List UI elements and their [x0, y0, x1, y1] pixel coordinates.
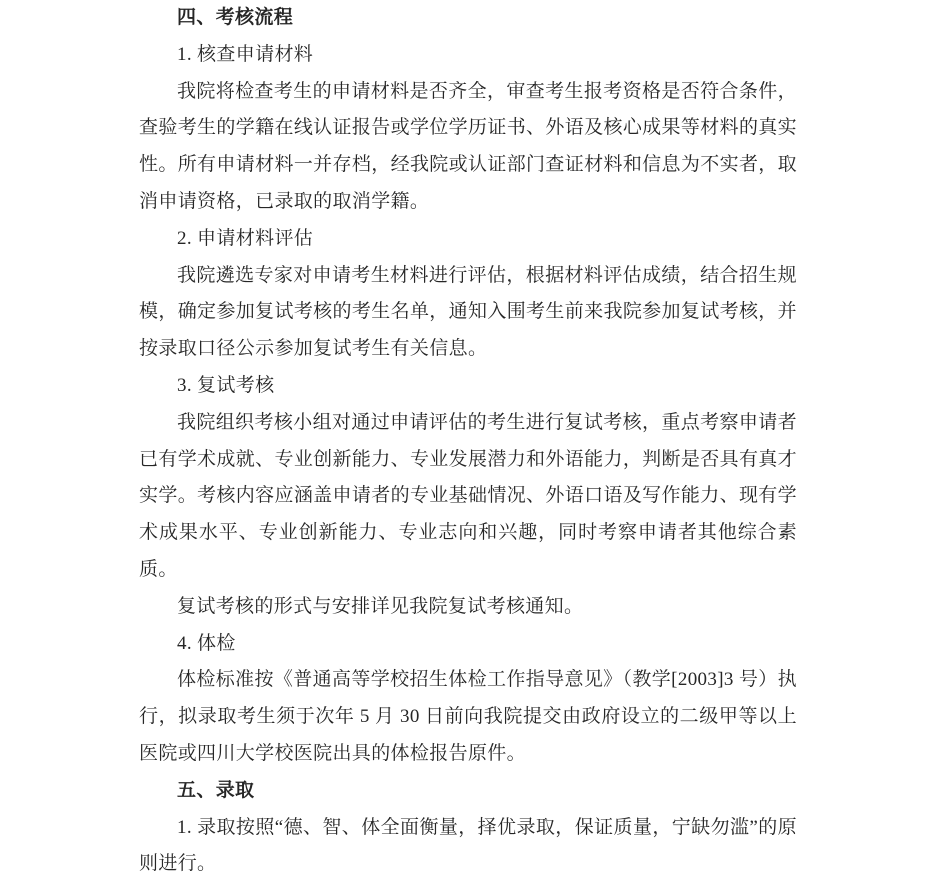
paragraph-verify-materials: 我院将检查考生的申请材料是否齐全，审查考生报考资格是否符合条件，查验考生的学籍在线认证报告或学位学历证书、外语及核心成果等材料的真实性。所有申请材料一并存档，经我院或认证部门查证材料和信息为不实者，取消申请资格，已录取的取消学籍。 — [139, 80, 797, 212]
subsection-title-physical-exam: 4. 体检 — [177, 632, 236, 654]
paragraph-admission-principle: 1. 录取按照“德、智、体全面衡量，择优录取，保证质量，宁缺勿滥”的原则进行。 — [139, 816, 797, 875]
paragraph-retest-notice: 复试考核的形式与安排详见我院复试考核通知。 — [177, 595, 584, 617]
section-heading-exam-process: 四、考核流程 — [177, 7, 294, 28]
subsection-title-verify-materials: 1. 核查申请材料 — [177, 43, 314, 65]
paragraph-retest-assessment: 我院组织考核小组对通过申请评估的考生进行复试考核，重点考察申请者已有学术成就、专业创新能力、专业发展潜力和外语能力，判断是否具有真才实学。考核内容应涵盖申请者的专业基础情况、外语口语及写作能力、现有学术成果水平、专业创新能力、专业志向和兴趣，同时考察申请者其他综合素质。 — [139, 411, 797, 580]
subsection-title-retest-assessment: 3. 复试考核 — [177, 374, 275, 396]
paragraph-physical-exam: 体检标准按《普通高等学校招生体检工作指导意见》（教学[2003]3 号）执行，拟录取考生须于次年 5 月 30 日前向我院提交由政府设立的二级甲等以上医院或四川大学校医院出具的体检报告原件。 — [139, 669, 797, 764]
subsection-title-material-evaluation: 2. 申请材料评估 — [177, 227, 314, 249]
section-heading-admission: 五、录取 — [177, 779, 255, 801]
paragraph-material-evaluation: 我院遴选专家对申请考生材料进行评估，根据材料评估成绩，结合招生规模，确定参加复试考核的考生名单，通知入围考生前来我院参加复试考核，并按录取口径公示参加复试考生有关信息。 — [139, 264, 797, 360]
